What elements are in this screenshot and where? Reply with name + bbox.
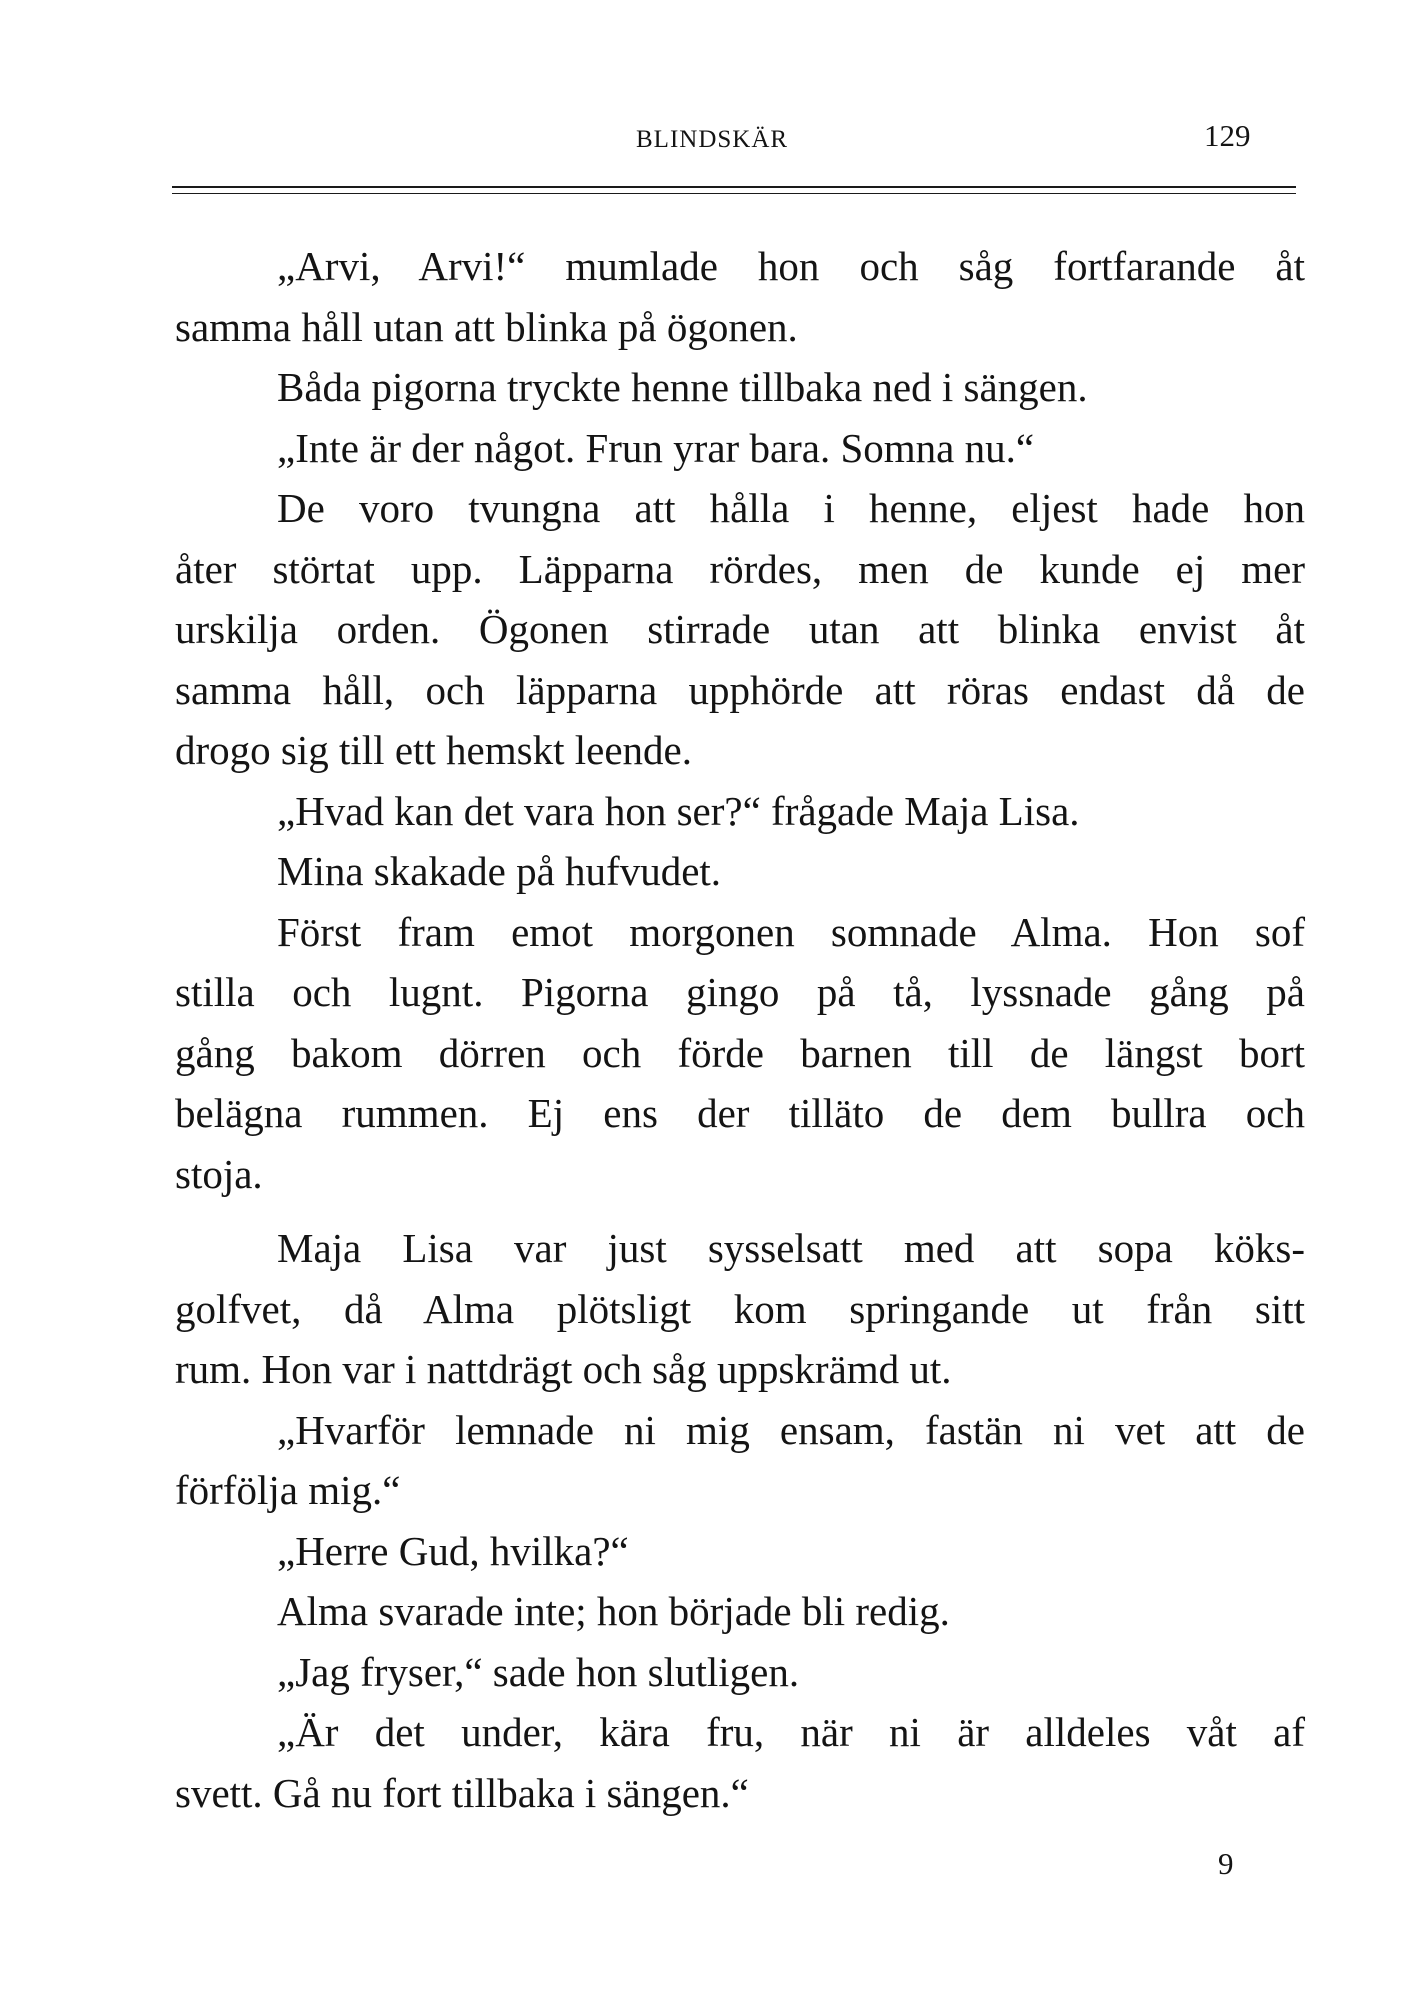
- text-line: åter störtat upp. Läpparna rördes, men de kunde ej mer: [175, 545, 1305, 592]
- text-line: förfölja mig.“: [175, 1467, 401, 1513]
- text-line: Mina skakade på hufvudet.: [277, 848, 722, 894]
- text-line: De voro tvungna att hålla i henne, eljest hade hon: [277, 485, 1305, 531]
- text-line: Båda pigorna tryckte henne tillbaka ned i sängen.: [277, 364, 1088, 410]
- header-rule-bottom: [172, 193, 1296, 194]
- text-line: gång bakom dörren och förde barnen till de längst bort: [175, 1029, 1305, 1076]
- page-number: 129: [1204, 118, 1251, 153]
- text-line: svett. Gå nu fort tillbaka i sängen.“: [175, 1769, 749, 1816]
- text-line: „Arvi, Arvi!“ mumlade hon och såg fortfarande åt: [277, 243, 1305, 289]
- text-line: „Herre Gud, hvilka?“: [277, 1527, 629, 1574]
- text-line: drogo sig till ett hemskt leende.: [175, 727, 692, 773]
- text-line: Först fram emot morgonen somnade Alma. Hon sof: [277, 908, 1305, 955]
- text-line: „Hvarför lemnade ni mig ensam, fastän ni vet att de: [277, 1406, 1305, 1453]
- text-line: „Är det under, kära fru, när ni är alldeles våt af: [277, 1709, 1305, 1755]
- text-line: samma håll utan att blinka på ögonen.: [175, 303, 798, 350]
- text-line: samma håll, och läpparna upphörde att röras endast då de: [175, 666, 1305, 713]
- body-text: [175, 236, 1305, 1823]
- text-line: rum. Hon var i nattdrägt och såg uppskrämd ut.: [175, 1346, 952, 1392]
- section-gap: [175, 1204, 1305, 1218]
- text-line: „Hvad kan det vara hon ser?“ frågade Maja Lisa.: [277, 787, 1080, 834]
- signature-mark: 9: [1218, 1846, 1234, 1881]
- text-line: „Jag fryser,“ sade hon slutligen.: [277, 1648, 800, 1695]
- text-line: golfvet, då Alma plötsligt kom springande ut från sitt: [175, 1285, 1305, 1332]
- text-line: „Inte är der något. Frun yrar bara. Somna nu.“: [277, 424, 1035, 471]
- text-line: Alma svarade inte; hon började bli redig.: [277, 1588, 950, 1634]
- text-line: Maja Lisa var just sysselsatt med att sopa köks-: [277, 1225, 1305, 1271]
- header-rule-top: [172, 186, 1296, 188]
- running-title: BLINDSKÄR: [636, 126, 789, 153]
- text-line: stoja.: [175, 1150, 263, 1197]
- running-head: [0, 118, 1417, 158]
- text-line: belägna rummen. Ej ens der tilläto de dem bullra och: [175, 1090, 1305, 1136]
- text-line: urskilja orden. Ögonen stirrade utan att blinka envist åt: [175, 606, 1305, 652]
- text-line: stilla och lugnt. Pigorna gingo på tå, lyssnade gång på: [175, 969, 1305, 1015]
